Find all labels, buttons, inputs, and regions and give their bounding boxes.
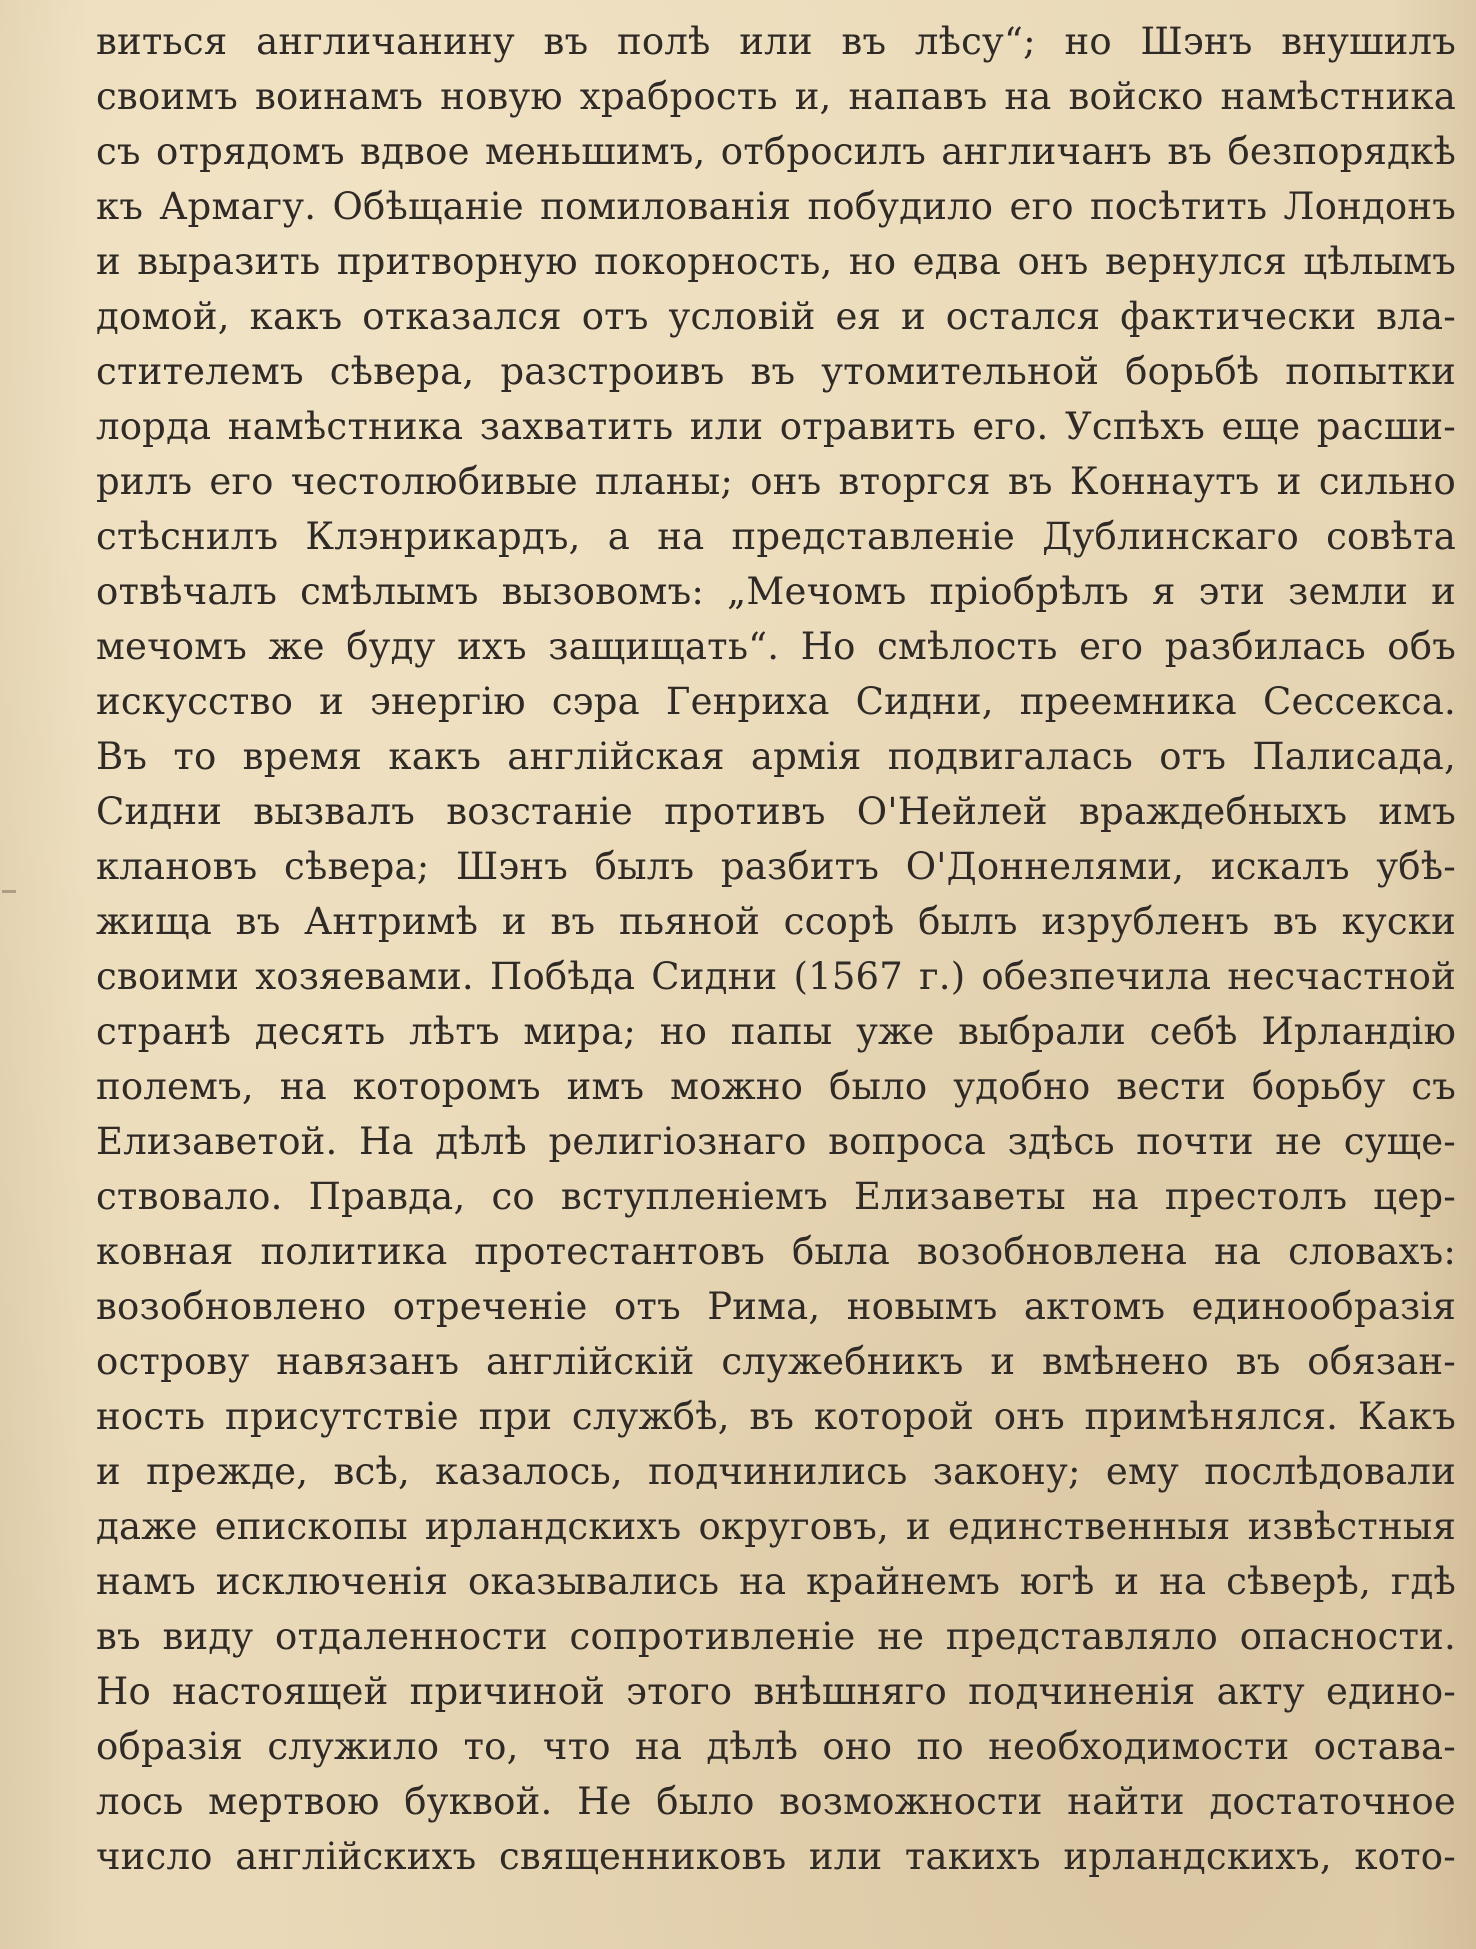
text-line: ковная политика протестантовъ была возобновлена на словахъ: xyxy=(96,1230,1456,1273)
text-line: Сидни вызвалъ возстаніе противъ О'Нейлей враждебныхъ имъ xyxy=(96,790,1456,833)
text-line: ность присутствіе при службѣ, въ которой онъ примѣнялся. Какъ xyxy=(96,1395,1456,1438)
text-line: лось мертвою буквой. Не было возможности найти достаточное xyxy=(96,1780,1456,1823)
text-line: къ Армагу. Обѣщаніе помилованія побудило его посѣтить Лондонъ xyxy=(96,185,1456,228)
page-edge-mark xyxy=(2,890,16,893)
text-line: своими хозяевами. Побѣда Сидни (1567 г.) обезпечила несчастной xyxy=(96,955,1456,998)
text-line: образія служило то, что на дѣлѣ оно по необходимости остава- xyxy=(96,1725,1456,1768)
text-line: возобновлено отреченіе отъ Рима, новымъ актомъ единообразія xyxy=(96,1285,1456,1328)
text-line: острову навязанъ англійскій служебникъ и вмѣнено въ обязан- xyxy=(96,1340,1456,1383)
text-line: въ виду отдаленности сопротивленіе не представляло опасности. xyxy=(96,1615,1456,1658)
text-line: число англійскихъ священниковъ или такихъ ирландскихъ, кото- xyxy=(96,1835,1456,1878)
text-line: ствовало. Правда, со вступленіемъ Елизаветы на престолъ цер- xyxy=(96,1175,1456,1218)
text-line: Елизаветой. На дѣлѣ религіознаго вопроса здѣсь почти не суще- xyxy=(96,1120,1456,1163)
text-line: виться англичанину въ полѣ или въ лѣсу“; но Шэнъ внушилъ xyxy=(96,20,1456,63)
body-text xyxy=(96,14,1456,1884)
text-line: своимъ воинамъ новую храбрость и, напавъ на войско намѣстника xyxy=(96,75,1456,118)
text-line: Но настоящей причиной этого внѣшняго подчиненія акту едино- xyxy=(96,1670,1456,1713)
text-line: намъ исключенія оказывались на крайнемъ югѣ и на сѣверѣ, гдѣ xyxy=(96,1560,1456,1603)
text-line: полемъ, на которомъ имъ можно было удобно вести борьбу съ xyxy=(96,1065,1456,1108)
text-line: Въ то время какъ англійская армія подвигалась отъ Палисада, xyxy=(96,735,1456,778)
text-line: стителемъ сѣвера, разстроивъ въ утомительной борьбѣ попытки xyxy=(96,350,1456,393)
text-line: съ отрядомъ вдвое меньшимъ, отбросилъ англичанъ въ безпорядкѣ xyxy=(96,130,1456,173)
text-line: искусство и энергію сэра Генриха Сидни, преемника Сессекса. xyxy=(96,680,1456,723)
text-line: клановъ сѣвера; Шэнъ былъ разбитъ О'Доннелями, искалъ убѣ- xyxy=(96,845,1456,888)
text-line: даже епископы ирландскихъ округовъ, и единственныя извѣстныя xyxy=(96,1505,1456,1548)
text-line: жища въ Антримѣ и въ пьяной ссорѣ былъ изрубленъ въ куски xyxy=(96,900,1456,943)
text-line: мечомъ же буду ихъ защищать“. Но смѣлость его разбилась объ xyxy=(96,625,1456,668)
text-line: и выразить притворную покорность, но едва онъ вернулся цѣлымъ xyxy=(96,240,1456,283)
text-line: домой, какъ отказался отъ условій ея и остался фактически вла- xyxy=(96,295,1456,338)
text-line: отвѣчалъ смѣлымъ вызовомъ: „Мечомъ пріобрѣлъ я эти земли и xyxy=(96,570,1456,613)
text-line: странѣ десять лѣтъ мира; но папы уже выбрали себѣ Ирландію xyxy=(96,1010,1456,1053)
text-line: стѣснилъ Клэнрикардъ, а на представленіе Дублинскаго совѣта xyxy=(96,515,1456,558)
text-line: и прежде, всѣ, казалось, подчинились закону; ему послѣдовали xyxy=(96,1450,1456,1493)
text-line: лорда намѣстника захватить или отравить его. Успѣхъ еще расши- xyxy=(96,405,1456,448)
text-line: рилъ его честолюбивые планы; онъ вторгся въ Коннаутъ и сильно xyxy=(96,460,1456,503)
